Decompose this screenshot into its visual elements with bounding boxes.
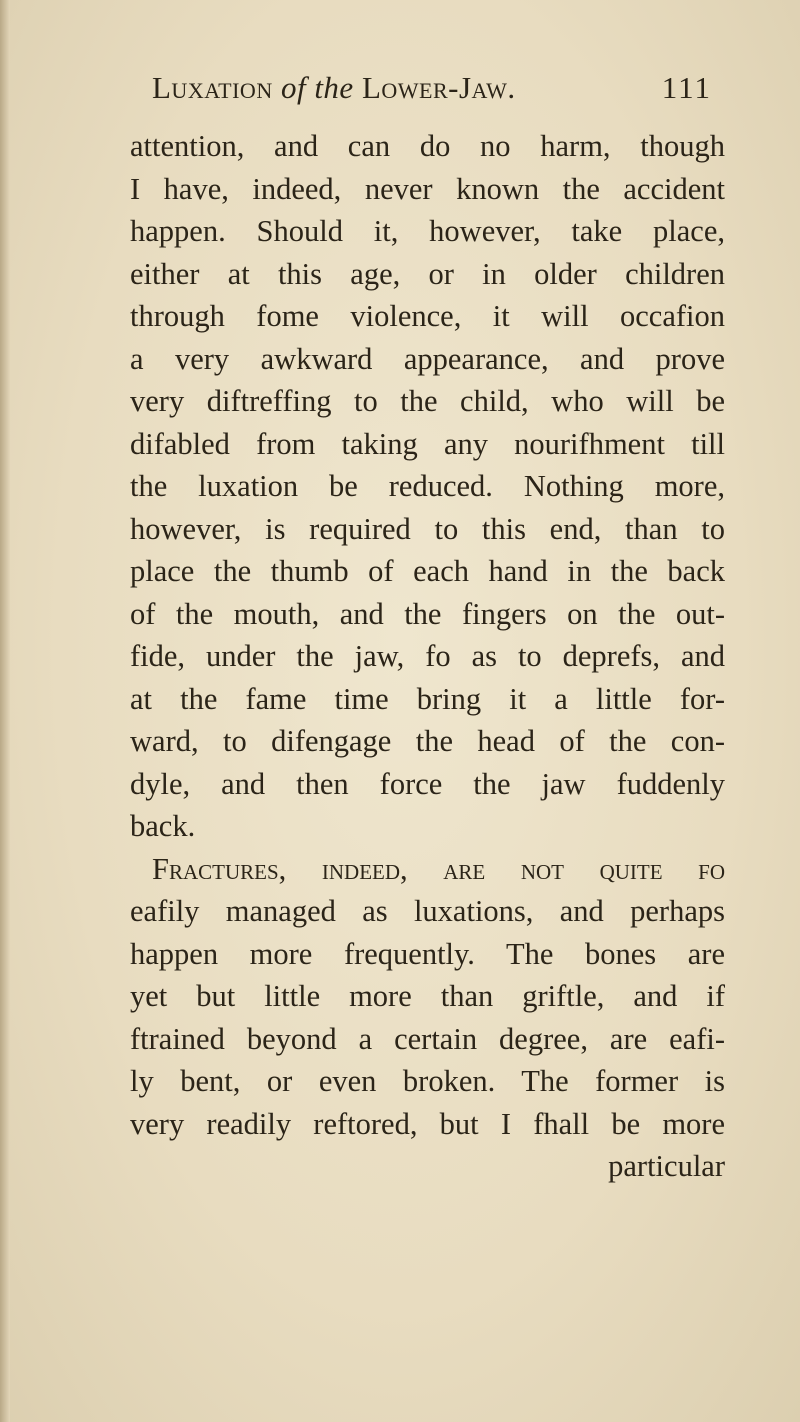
running-title bbox=[152, 70, 516, 106]
text-line: through fome violence, it will occafion bbox=[130, 299, 725, 333]
text-line: I have, indeed, never known the accident bbox=[130, 171, 725, 206]
text-line: of the mouth, and the fingers on the out- bbox=[130, 596, 725, 631]
text-line: ward, to difengage the head of the con- bbox=[130, 724, 725, 758]
text-line: ly bent, or even broken. The former is bbox=[130, 1064, 725, 1098]
text-line: back. bbox=[130, 809, 196, 843]
text-line: dyle, and then force the jaw fuddenly bbox=[130, 766, 725, 801]
text-line: the luxation be reduced. Nothing more, bbox=[130, 469, 725, 503]
title-part-3: Lower-Jaw. bbox=[361, 70, 516, 105]
text-line: at the fame time bring it a little for- bbox=[130, 681, 725, 716]
title-part-1: Luxation bbox=[152, 70, 273, 105]
text-line: place the thumb of each hand in the back bbox=[130, 554, 725, 588]
text-line: happen more frequently. The bones are bbox=[130, 936, 725, 971]
page-number: 111 bbox=[661, 70, 712, 105]
page-gutter bbox=[0, 0, 10, 1422]
text-line: happen. Should it, however, take place, bbox=[130, 214, 725, 248]
text-line: fide, under the jaw, fo as to deprefs, and bbox=[130, 639, 725, 673]
text-line: eafily managed as luxations, and perhaps bbox=[130, 894, 725, 928]
text-line: yet but little more than griftle, and if bbox=[130, 979, 725, 1013]
running-header bbox=[152, 70, 712, 120]
text-line: attention, and can do no harm, though bbox=[130, 129, 725, 163]
text-line: a very awkward appearance, and prove bbox=[130, 341, 725, 376]
text-line: Fractures, indeed, are not quite fo bbox=[152, 851, 725, 886]
text-line: ftrained beyond a certain degree, are eafi- bbox=[130, 1021, 725, 1056]
title-part-2: of the bbox=[280, 70, 354, 105]
text-line: however, is required to this end, than to bbox=[130, 511, 725, 546]
text-line: either at this age, or in older children bbox=[130, 256, 725, 291]
text-line: very readily reftored, but I fhall be more bbox=[130, 1106, 725, 1141]
body-text bbox=[130, 125, 725, 1188]
catchword: particular bbox=[608, 1149, 725, 1183]
text-line: difabled from taking any nourifhment till bbox=[130, 426, 725, 461]
text-line: very diftreffing to the child, who will be bbox=[130, 384, 725, 418]
